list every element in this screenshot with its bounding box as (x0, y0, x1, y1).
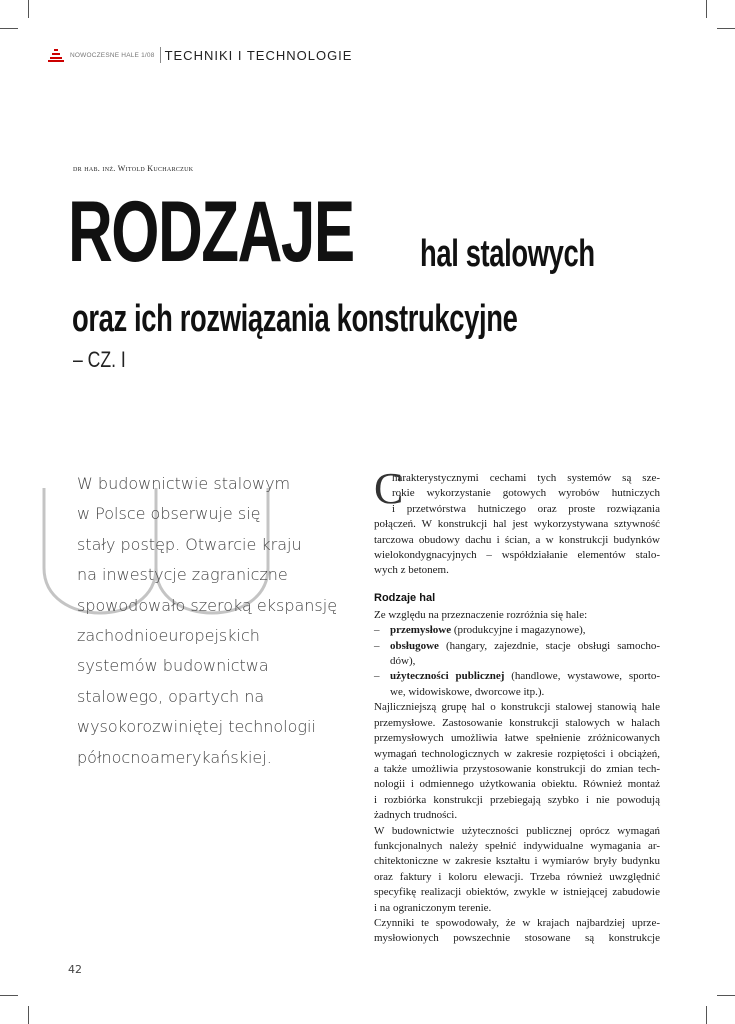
body-paragraph (374, 700, 660, 823)
text-line: wymagań technologicznych w zakresie rozpiętości i obciążeń, (374, 747, 660, 760)
article-author: dr hab. inż. Witold Kucharczuk (73, 164, 194, 173)
text-line: oraz faktury i koloru elewacji. Trzeba również uwzględnić (374, 870, 660, 883)
list-term: użyteczności publicznej (390, 670, 505, 683)
text-line: wielokondygnacyjnych – współdziałanie elementów stalo- (374, 549, 660, 562)
article-title-line2: oraz ich rozwiązania konstrukcyjne (72, 298, 518, 340)
body-paragraph (374, 824, 660, 916)
list-item (374, 623, 660, 638)
page-number: 42 (68, 963, 82, 976)
lead-line: wysokorozwiniętej technologii (77, 717, 316, 737)
text-line: Najliczniejszą grupę hal o konstrukcji stalowej stanowią hale (374, 701, 660, 714)
list-term: przemysłowe (390, 624, 452, 637)
hall-types-list (374, 623, 660, 700)
body-column (374, 464, 660, 947)
crop-mark (706, 0, 707, 18)
drop-cap: C (374, 464, 404, 513)
text-line: i na ograniczonym terenie. (374, 901, 492, 914)
lead-line: systemów budownictwa (77, 656, 269, 676)
text-line: funkcjonalnych należy spełnić indywidualne wymagania ar- (374, 839, 660, 852)
list-desc: (hangary, zajezdnie, stacje obsługi samocho- (438, 639, 660, 652)
lead-paragraph (77, 469, 339, 773)
text-line: harakterystycznymi cechami tych systemów są sze- (392, 472, 660, 484)
crop-mark (0, 28, 18, 29)
title-rest: hal stalowych (420, 233, 595, 275)
text-line: Czynniki te spowodowały, że w krajach najbardziej uprze- (374, 916, 660, 929)
list-intro: Ze względu na przeznaczenie rozróżnia się hale: (374, 608, 588, 621)
section-title: TECHNIKI I TECHNOLOGIE (164, 47, 353, 63)
lead-line: stały postęp. Otwarcie kraju (77, 534, 302, 554)
lead-line: w Polsce obserwuje się (77, 504, 261, 524)
text-line: tarczowa obudowy dachu i ścian, a w konstrukcji budynków (374, 533, 660, 546)
title-emphasis: RODZAJE (68, 184, 354, 280)
list-dash: – (374, 670, 380, 683)
text-line: chitektoniczne w zakresie kształtu i wymiarów bryły budynku (374, 855, 660, 868)
text-line: przemysłowe. Zastosowanie konstrukcji stalowych w halach (374, 716, 660, 729)
text-line: mysłowionych powszechnie stosowane są konstrukcje (374, 932, 660, 945)
lead-line: stalowego, opartych na (77, 686, 265, 706)
text-line: specyfikę realizacji obiektów, zwykle w istniejącej zabudowie (374, 886, 660, 899)
lead-line: na inwestycje zagraniczne (77, 565, 288, 585)
lead-line: północnoamerykańskiej. (77, 747, 272, 767)
header-divider (160, 47, 161, 63)
list-term: obsługowe (390, 639, 439, 652)
lead-line: W budownictwie stalowym (77, 474, 291, 493)
list-item (374, 669, 660, 684)
body-paragraph (374, 916, 660, 947)
text-line: i rozbiórka konstrukcji przebiegają szybko i nie powodują (374, 793, 660, 806)
text-line: W budownictwie użyteczności publicznej oprócz wymagań (374, 824, 660, 837)
text-line: nologii i odmiennego użytkowania obiektu. Również montaż (374, 778, 660, 791)
text-line: wych z betonem. (374, 564, 449, 577)
running-header (48, 44, 352, 66)
intro-paragraph (374, 471, 660, 579)
text-line: przemysłowych umożliwia łatwe spełnienie zróżnicowanych (374, 732, 660, 745)
text-line: a także umożliwia przystosowanie konstrukcji do zmian tech- (374, 762, 660, 775)
text-line: połączeń. W konstrukcji hal jest wykorzystywana sztywność (374, 518, 660, 531)
magazine-issue: NOWOCZESNE HALE 1/08 (70, 51, 155, 59)
text-line: rokie wykorzystanie gotowych wyrobów hutniczych (392, 487, 660, 500)
crop-mark (28, 1006, 29, 1024)
list-desc: (handlowe, wystawowe, sporto- (504, 670, 660, 683)
list-dash: – (374, 624, 380, 637)
list-item (374, 639, 660, 654)
list-item-cont: dów), (390, 655, 416, 668)
text-line: żadnych trudności. (374, 809, 458, 822)
list-item-cont: we, widowiskowe, dworcowe itp.). (390, 685, 545, 698)
lead-line: spowodowało szeroką ekspansję (77, 595, 338, 615)
magazine-logo-icon (48, 48, 64, 62)
section-heading: Rodzaje hal (374, 591, 436, 604)
list-dash: – (374, 639, 380, 652)
text-line: i przetwórstwa hutniczego oraz proste rozwiązania (392, 502, 660, 515)
lead-line: zachodnioeuropejskich (77, 626, 260, 646)
crop-mark (28, 0, 29, 18)
list-desc: (produkcyjne i magazynowe), (451, 624, 586, 637)
crop-mark (717, 995, 735, 996)
crop-mark (706, 1006, 707, 1024)
crop-mark (0, 995, 18, 996)
crop-mark (717, 28, 735, 29)
article-part: – CZ. I (73, 347, 126, 372)
